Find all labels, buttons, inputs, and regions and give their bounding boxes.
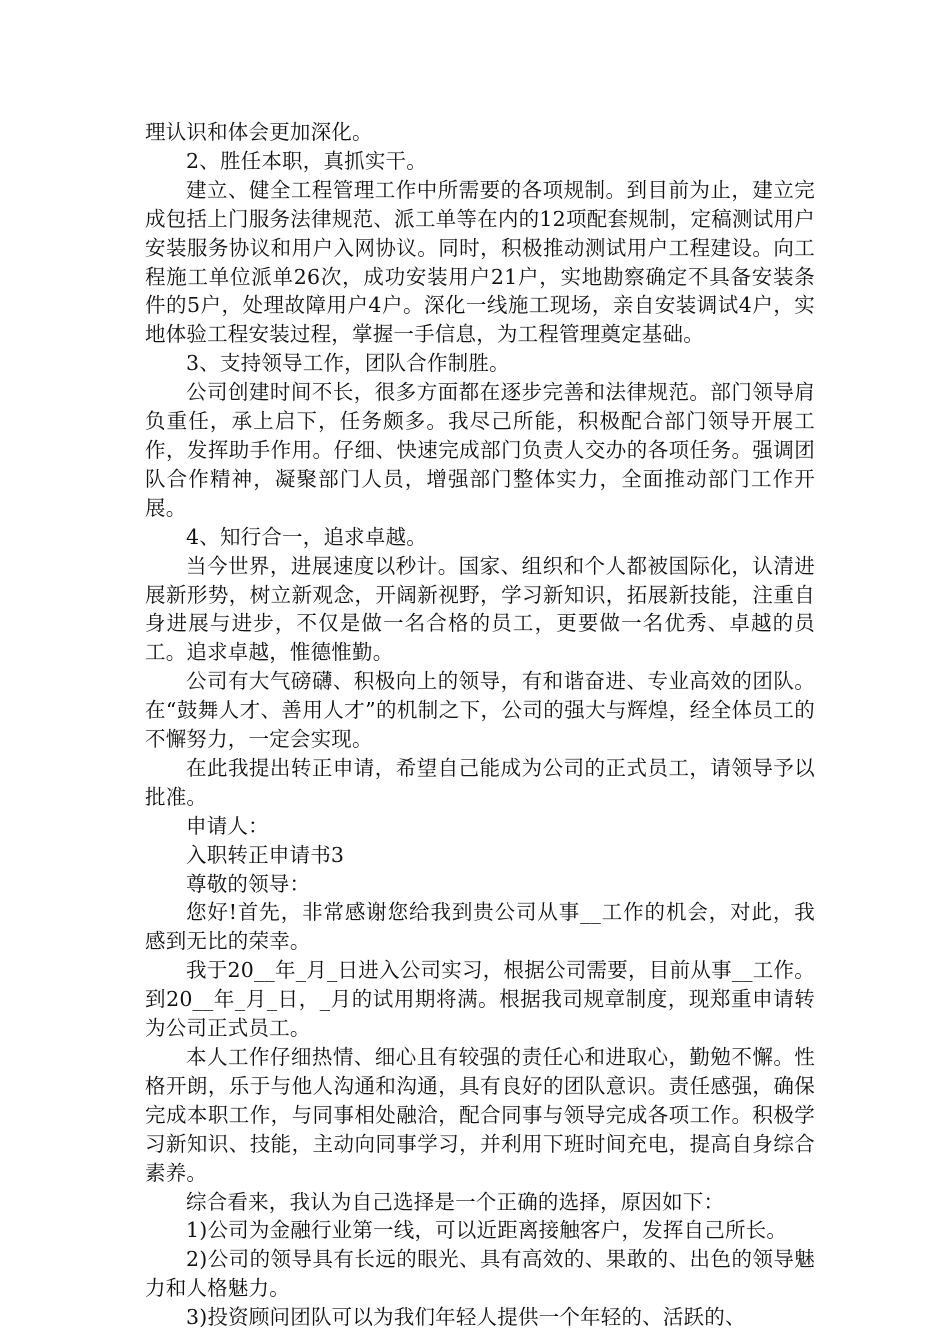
- salutation: 尊敬的领导：: [186, 871, 311, 896]
- paragraph-continuation: 理认识和体会更加深化。: [145, 120, 373, 144]
- paragraph: 建立、健全工程管理工作中所需要的各项规制。到目前为止，建立完成包括上门服务法律规范、派工单等在内的12项配套规制，定稿测试用户安装服务协议和用户入网协议。同时，积极推动测试用户工程建设。向工程施工单位派单26次，成功安装用户21户，实地勘察确定不具备安装条件的5户，处理故障用户4户。深化一线施工现场，亲自安装调试4户，实地体验工程安装过程，掌握一手信息，为工程管理奠定基础。: [145, 177, 815, 347]
- list-item: 1)公司为金融行业第一线，可以近距离接触客户，发挥自己所长。: [186, 1218, 788, 1243]
- list-item: 3)投资顾问团队可以为我们年轻人提供一个年轻的、活跃的、: [186, 1305, 746, 1330]
- paragraph: 本人工作仔细热情、细心且有较强的责任心和进取心，勤勉不懈。性格开朗，乐于与他人沟通和沟通，具有良好的团队意识。责任感强，确保完成本职工作，与同事相处融洽，配合同事与领导完成各项工作。积极学习新知识、技能，主动向同事学习，并利用下班时间充电，提高自身综合素养。: [145, 1045, 815, 1185]
- section-heading-4: 4、知行合一，追求卓越。: [186, 524, 427, 549]
- paragraph: 综合看来，我认为自己选择是一个正确的选择，原因如下：: [186, 1189, 725, 1214]
- document-subtitle: 入职转正申请书3: [186, 842, 345, 867]
- document-body: [145, 118, 815, 1332]
- paragraph: 公司有大气磅礴、积极向上的领导，有和谐奋进、专业高效的团队。在“鼓舞人才、善用人才”的机制之下，公司的强大与辉煌，经全体员工的不懈努力，一定会实现。: [145, 669, 815, 752]
- paragraph: 当今世界，进展速度以秒计。国家、组织和个人都被国际化，认清进展新形势，树立新观念，开阔新视野，学习新知识，拓展新技能，注重自身进展与进步，不仅是做一名合格的员工，更要做一名优秀、卓越的员工。追求卓越，惟德惟勤。: [145, 553, 815, 665]
- section-heading-3: 3、支持领导工作，团队合作制胜。: [186, 351, 510, 376]
- paragraph: 您好!首先，非常感谢您给我到贵公司从事__工作的机会，对此，我感到无比的荣幸。: [145, 900, 815, 954]
- section-heading-2: 2、胜任本职，真抓实干。: [186, 148, 427, 173]
- paragraph: 在此我提出转正申请，希望自己能成为公司的正式员工，请领导予以批准。: [145, 755, 815, 809]
- paragraph: 公司创建时间不长，很多方面都在逐步完善和法律规范。部门领导肩负重任，承上启下，任务颇多。我尽己所能，积极配合部门领导开展工作，发挥助手作用。仔细、快速完成部门负责人交办的各项任务。强调团队合作精神，凝聚部门人员，增强部门整体实力，全面推动部门工作开展。: [145, 380, 815, 520]
- applicant-label: 申请人：: [186, 813, 269, 838]
- paragraph: 我于20__年_月_日进入公司实习，根据公司需要，目前从事__工作。到20__年_月_日，_月的试用期将满。根据我司规章制度，现郑重申请转为公司正式员工。: [145, 958, 815, 1041]
- list-item: 2)公司的领导具有长远的眼光、具有高效的、果敢的、出色的领导魅力和人格魅力。: [145, 1247, 815, 1301]
